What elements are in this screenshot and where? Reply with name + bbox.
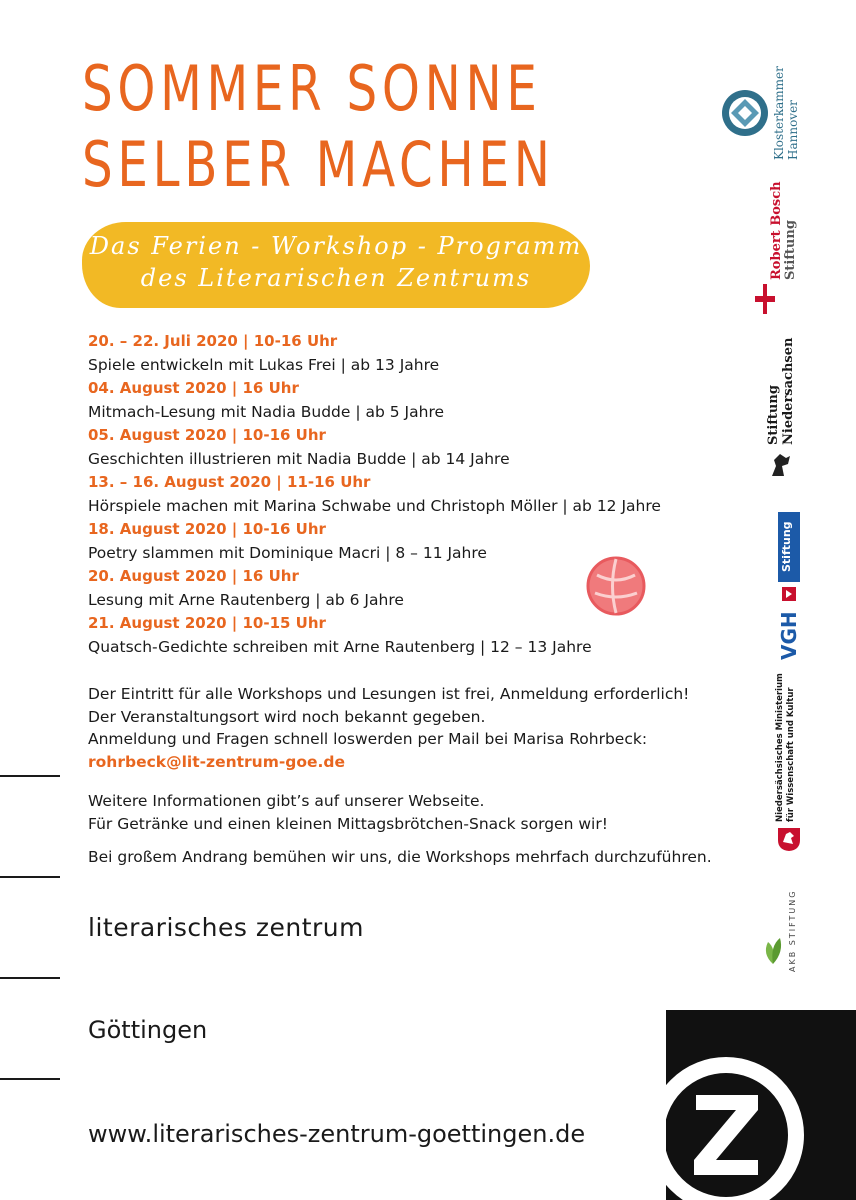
event-item (88, 330, 728, 377)
event-date: 05. August 2020 | 10-16 Uhr (88, 426, 326, 444)
info-block (88, 683, 689, 773)
organization-city: Göttingen (88, 1016, 208, 1044)
z-logo-icon (666, 1010, 856, 1200)
sponsor-text: Stiftung (766, 385, 781, 445)
event-item (88, 471, 728, 518)
event-description: Hörspiele machen mit Marina Schwabe und Christoph Möller | ab 12 Jahre (88, 496, 661, 515)
sponsor-text: für Wissenschaft und Kultur (786, 687, 796, 822)
event-date: 04. August 2020 | 16 Uhr (88, 379, 299, 397)
title-line-1: SOMMER SONNE (82, 52, 542, 125)
sponsor-ministerium (775, 673, 797, 822)
ball-illustration (585, 555, 647, 617)
event-description: Geschichten illustrieren mit Nadia Budde | ab 14 Jahre (88, 449, 510, 468)
sponsor-vgh: VGH (777, 611, 801, 660)
sponsor-text: Klosterkammer (772, 66, 786, 160)
event-date: 18. August 2020 | 10-16 Uhr (88, 520, 326, 538)
sponsor-text: Niedersachsen (781, 337, 796, 445)
event-date: 21. August 2020 | 10-15 Uhr (88, 614, 326, 632)
info-line: Anmeldung und Fragen schnell loswerden per Mail bei Marisa Rohrbeck: (88, 730, 648, 748)
tick-mark (0, 775, 60, 777)
event-date: 13. – 16. August 2020 | 11-16 Uhr (88, 473, 371, 491)
tick-mark (0, 876, 60, 878)
sponsor-text: Robert Bosch (769, 181, 784, 280)
sponsor-stiftung-niedersachsen (766, 338, 796, 445)
info-block (88, 846, 712, 869)
sponsor-bosch (770, 181, 798, 280)
info-line: Für Getränke und einen kleinen Mittagsbrötchen-Snack sorgen wir! (88, 814, 608, 833)
subtitle-banner (82, 222, 590, 308)
akb-leaf-icon (758, 930, 788, 966)
email-link[interactable]: rohrbeck@lit-zentrum-goe.de (88, 752, 346, 771)
title-line-2: SELBER MACHEN (82, 128, 555, 201)
event-description: Mitmach-Lesung mit Nadia Budde | ab 5 Jahre (88, 402, 445, 421)
info-line: Bei großem Andrang bemühen wir uns, die Workshops mehrfach durchzuführen. (88, 848, 712, 866)
klosterkammer-logo-icon (720, 88, 770, 138)
sponsor-klosterkammer (772, 66, 800, 160)
subtitle-line-1: Das Ferien - Workshop - Programm (89, 232, 583, 260)
info-line: Der Eintritt für alle Workshops und Lesungen ist frei, Anmeldung erforderlich! (88, 685, 690, 703)
sponsor-text: Hannover (786, 100, 800, 160)
event-description: Quatsch-Gedichte schreiben mit Arne Rautenberg | 12 – 13 Jahre (88, 637, 592, 656)
event-description: Spiele entwickeln mit Lukas Frei | ab 13 Jahre (88, 355, 440, 374)
info-block (88, 790, 608, 835)
event-item (88, 612, 728, 659)
event-description: Lesung mit Arne Rautenberg | ab 6 Jahre (88, 590, 404, 609)
lz-logo (666, 1010, 856, 1200)
sponsor-vgh-stiftung: Stiftung (780, 521, 793, 572)
coat-of-arms-icon (776, 826, 802, 852)
subtitle-line-2: des Literarischen Zentrums (140, 264, 532, 292)
website-link[interactable]: www.literarisches-zentrum-goettingen.de (88, 1120, 586, 1148)
sponsor-akb: AKB STIFTUNG (788, 889, 797, 972)
tick-mark (0, 1078, 60, 1080)
tick-mark (0, 977, 60, 979)
horse-icon (768, 450, 794, 480)
sponsor-text: Niedersächsisches Ministerium (775, 673, 785, 822)
event-description: Poetry slammen mit Dominique Macri | 8 – 11 Jahre (88, 543, 487, 562)
info-line: Weitere Informationen gibt’s auf unserer Webseite. (88, 792, 485, 810)
info-line: Der Veranstaltungsort wird noch bekannt gegeben. (88, 707, 486, 726)
event-date: 20. – 22. Juli 2020 | 10-16 Uhr (88, 332, 338, 350)
event-date: 20. August 2020 | 16 Uhr (88, 567, 299, 585)
bosch-logo-icon (755, 284, 775, 314)
event-item (88, 424, 728, 471)
organization-name: literarisches zentrum (88, 913, 364, 942)
event-item (88, 377, 728, 424)
sponsor-text: Stiftung (783, 220, 798, 280)
